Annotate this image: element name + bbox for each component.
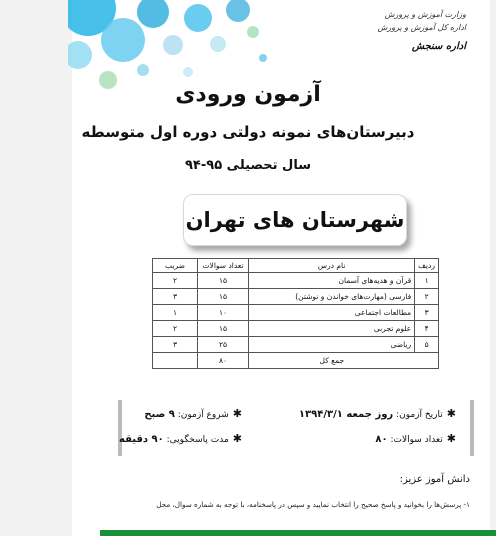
exam-duration	[119, 432, 242, 445]
city-banner	[183, 194, 407, 246]
total-label: جمع کل	[249, 353, 415, 369]
row-idx: ۴	[415, 321, 439, 337]
table-row	[153, 321, 439, 337]
row-subject: فارسی (مهارت‌های خواندن و نوشتن)	[249, 289, 415, 305]
row-idx: ۳	[415, 305, 439, 321]
row-coef: ۲	[153, 321, 198, 337]
table-row	[153, 337, 439, 353]
subjects-table	[152, 258, 439, 369]
row-coef: ۳	[153, 337, 198, 353]
row-count: ۱۰	[198, 305, 249, 321]
row-subject: ریاضی	[249, 337, 415, 353]
logo-line-assessment: ﺍﺩﺍﺭﻩ ﺳﻨﺠﺶ	[411, 41, 466, 52]
academic-year: سال تحصیلی ۹۵-۹۴	[185, 158, 311, 173]
city-title: شهرستان های تهران	[185, 208, 405, 232]
header-count: تعداد سوالات	[198, 259, 249, 273]
row-idx: ۱	[415, 273, 439, 289]
logo-line-department: ﺍﺩﺍﺭﻩ ﮐﻞ ﺁﻣﻮﺯﺵ ﻭ ﭘﺮﻭﺭﺵ	[377, 23, 466, 32]
row-count: ۱۵	[198, 289, 249, 305]
question-count-value: ۸۰	[375, 434, 388, 445]
table-header-row	[153, 259, 439, 273]
page-margin-left	[0, 0, 72, 536]
page-margin-right	[490, 0, 496, 536]
star-icon: ✱	[446, 407, 456, 420]
row-subject: قرآن و هدیه‌های آسمان	[249, 273, 415, 289]
exam-date-value: روز جمعه ۱۳۹۴/۳/۱	[298, 409, 394, 420]
row-idx: ۲	[415, 289, 439, 305]
question-count	[375, 432, 456, 445]
row-coef: ۲	[153, 273, 198, 289]
row-subject: مطالعات اجتماعی	[249, 305, 415, 321]
star-icon: ✱	[446, 432, 456, 445]
star-icon: ✱	[232, 407, 242, 420]
exam-duration-value: ۹۰ دقیقه	[119, 434, 164, 445]
exam-start-value: ۹ صبح	[144, 409, 175, 420]
total-spacer	[415, 353, 439, 369]
exam-info-box	[118, 400, 474, 456]
exam-date	[299, 407, 456, 420]
row-count: ۲۵	[198, 337, 249, 353]
table-row	[153, 273, 439, 289]
exam-duration-label: مدت پاسخگویی:	[166, 435, 229, 445]
table-row	[153, 289, 439, 305]
header-name: نام درس	[249, 259, 415, 273]
logo-line-ministry: ﻭﺯﺍﺭﺕ ﺁﻣﻮﺯﺵ ﻭ ﭘﺮﻭﺭﺵ	[384, 10, 466, 19]
school-title: دبیرستان‌های نمونه دولتی دوره اول متوسطه	[81, 123, 415, 141]
exam-date-label: تاریخ آزمون:	[396, 410, 443, 420]
intro-heading: دانش آموز عزیز:	[399, 474, 470, 485]
total-coef	[153, 353, 198, 369]
exam-start	[144, 407, 242, 420]
row-coef: ۱	[153, 305, 198, 321]
row-subject: علوم تجربی	[249, 321, 415, 337]
star-icon: ✱	[232, 432, 242, 445]
row-count: ۱۵	[198, 273, 249, 289]
question-count-label: تعداد سوالات:	[390, 435, 443, 445]
table-row	[153, 305, 439, 321]
instruction-line: ۱- پرسش‌ها را بخوانید و پاسخ صحیح را انتخاب نمایید و سپس در پاسخنامه، با توجه به شماره سوال، محل	[156, 500, 470, 509]
total-count: ۸۰	[198, 353, 249, 369]
header-coef: ضریب	[153, 259, 198, 273]
exam-start-label: شروع آزمون:	[177, 410, 229, 420]
row-count: ۱۵	[198, 321, 249, 337]
row-coef: ۳	[153, 289, 198, 305]
ministry-logo	[377, 8, 466, 53]
table-total-row	[153, 353, 439, 369]
row-idx: ۵	[415, 337, 439, 353]
footer-bar	[100, 530, 496, 536]
header-idx: ردیف	[415, 259, 439, 273]
page-title: آزمون ورودی	[175, 82, 321, 107]
